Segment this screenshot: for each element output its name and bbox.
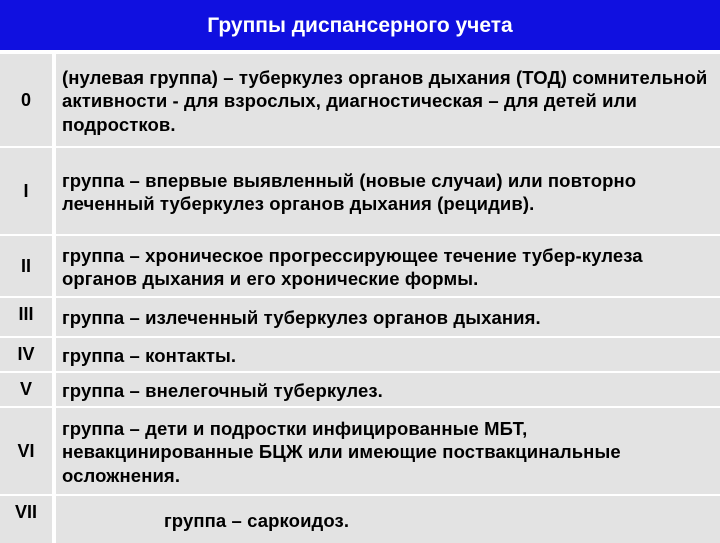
group-number-0: 0 (0, 54, 52, 146)
group-number-7: VII (0, 496, 52, 543)
group-description-6: группа – дети и подростки инфицированные МБТ, невакцинированные БЦЖ или имеющие поствакцинальные осложнения. (56, 408, 720, 494)
group-description-1: группа – впервые выявленный (новые случаи) или повторно леченный туберкулез органов дыхания (рецидив). (56, 148, 720, 234)
page-title: Группы диспансерного учета (207, 13, 513, 37)
group-description-0: (нулевая группа) – туберкулез органов дыхания (ТОД) сомнительной активности - для взрослых, диагностическая – для детей или подростков. (56, 54, 720, 146)
groups-table (0, 54, 720, 529)
group-description-4: группа – контакты. (56, 338, 720, 371)
group-description-3: группа – излеченный туберкулез органов дыхания. (56, 298, 720, 336)
group-number-6: VI (0, 408, 52, 494)
group-number-1: I (0, 148, 52, 234)
group-description-7: группа – саркоидоз. (56, 496, 720, 543)
title-bar (0, 0, 720, 50)
group-description-2: группа – хроническое прогрессирующее течение тубер-кулеза органов дыхания и его хронические формы. (56, 236, 720, 296)
group-number-5: V (0, 373, 52, 406)
group-number-4: IV (0, 338, 52, 371)
group-number-2: II (0, 236, 52, 296)
group-description-5: группа – внелегочный туберкулез. (56, 373, 720, 406)
group-number-3: III (0, 298, 52, 336)
